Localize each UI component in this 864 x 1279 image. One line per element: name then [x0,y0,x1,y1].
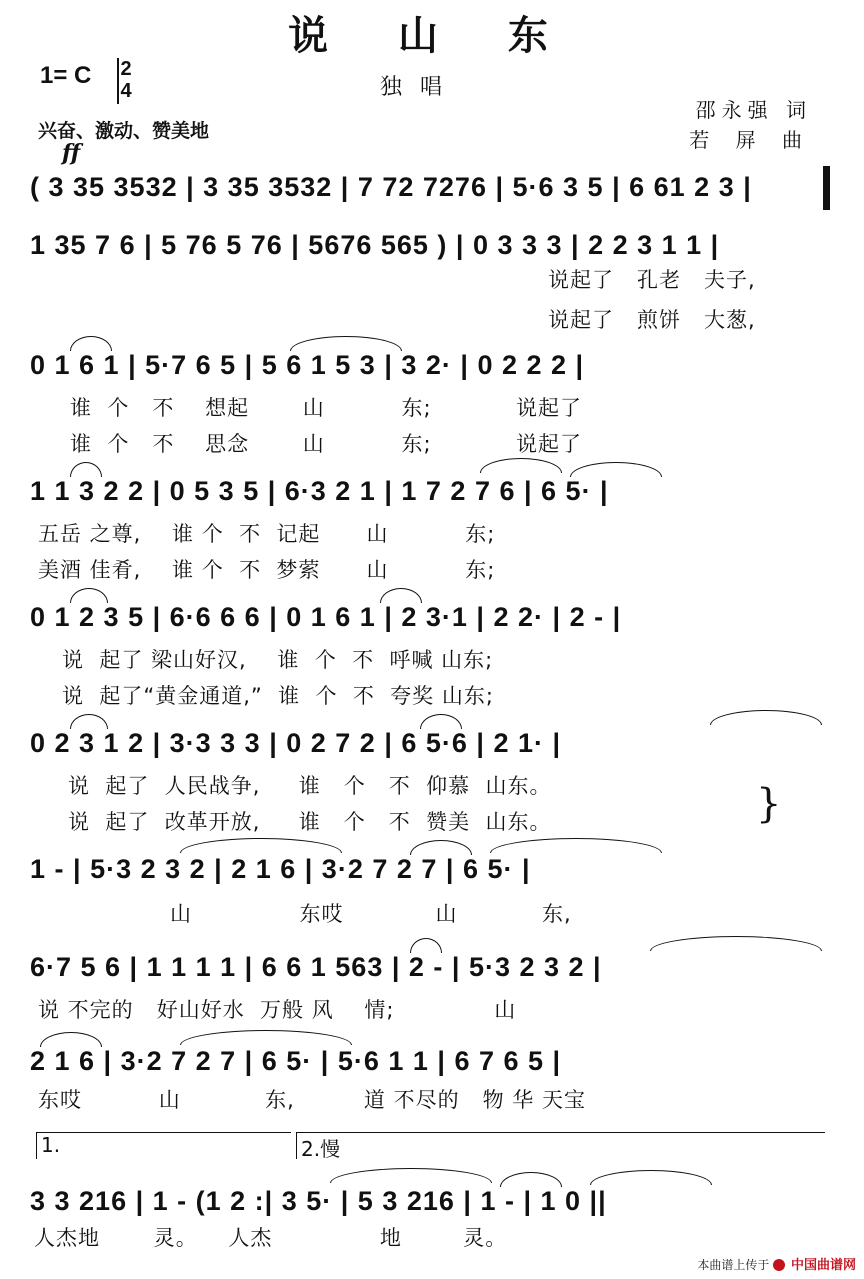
lyric-line: 说起了 煎饼 大葱, [548,308,756,332]
slur [710,710,822,725]
time-signature-bottom: 4 [120,80,132,102]
staff-notes: 1 35 7 6 | 5 76 5 76 | 5676 565 ) | 0 3 3 3 | 2 2 3 1 1 | [30,230,720,260]
composer-credit: 若 屏 曲 [689,128,812,152]
staff-notes: 3 3 216 | 1 - (1 2 :| 3 5· | 5 3 216 | 1 - | 1 0 || [30,1186,607,1216]
staff-notes: 1 - | 5·3 2 3 2 | 2 1 6 | 3·2 7 2 7 | 6 5· | [30,854,531,884]
lyric-line: 说起了 孔老 夫子, [548,268,756,292]
staff-10 [30,1180,830,1228]
key-signature: 1= C [40,62,92,89]
slur [490,838,662,853]
slur [180,838,342,853]
lyric-line: 说 起了 改革开放, 谁 个 不 赞美 山东。 [68,810,552,834]
staff-3 [30,344,830,392]
lyric-line: 美酒 佳肴, 谁 个 不 梦萦 山 东; [38,558,496,582]
staff-notes: 0 1 6 1 | 5·7 6 5 | 5 6 1 5 3 | 3 2· | 0 2 2 2 | [30,350,585,380]
lyric-line: 说 不完的 好山好水 万般 风 情; 山 [38,998,517,1022]
lyric-line: 人杰地 灵。 人杰 地 灵。 [34,1226,508,1250]
staff-7 [30,848,830,896]
lyric-line: 说 起了 梁山好汉, 谁 个 不 呼喊 山东; [62,648,494,672]
lyric-line: 东哎 山 东, 道 不尽的 物 华 天宝 [38,1088,586,1112]
slur [180,1030,352,1045]
lyric-line: 说 起了 人民战争, 谁 个 不 仰慕 山东。 [68,774,552,798]
lyricist-credit: 邵永强 词 [695,98,812,122]
footer-prefix: 本曲谱上传于 [697,1258,770,1272]
staff-9 [30,1040,830,1088]
staff-notes: 2 1 6 | 3·2 7 2 7 | 6 5· | 5·6 1 1 | 6 7 6 5 | [30,1046,562,1076]
slur [290,336,402,351]
lyric-line: 五岳 之尊, 谁 个 不 记起 山 东; [38,522,496,546]
first-ending: 1. [36,1132,291,1159]
song-title: 说 山 东 [288,13,576,59]
slur [40,1032,102,1047]
performance-type: 独唱 [380,75,461,100]
slur [70,588,108,603]
staff-6 [30,722,830,770]
staff-4 [30,470,830,518]
staff-1 [30,166,830,214]
slur [590,1170,712,1185]
footer-site[interactable]: 中国曲谱网 [790,1258,856,1273]
slur [410,938,442,953]
slur [70,462,102,477]
staff-8 [30,946,830,994]
repeat-brace: } [756,781,782,827]
expression-marking: 兴奋、激动、赞美地 [38,120,210,142]
staff-5 [30,596,830,644]
time-signature [114,58,138,102]
second-ending: 2.慢 [296,1132,825,1159]
source-footer [697,1254,856,1273]
site-logo-icon [773,1259,785,1271]
slur [570,462,662,477]
staff-notes: 0 2 3 1 2 | 3·3 3 3 | 0 2 7 2 | 6 5·6 | 2 1· | [30,728,562,758]
staff-notes: ( 3 35 3532 | 3 35 3532 | 7 72 7276 | 5·6 3 5 | 6 61 2 3 | [30,172,752,202]
lyric-line: 山 东哎 山 东, [170,902,572,926]
slur [380,588,422,603]
staff-notes: 1 1 3 2 2 | 0 5 3 5 | 6·3 2 1 | 1 7 2 7 6 | 6 5· | [30,476,609,506]
lyric-line: 谁 个 不 思念 山 东; 说起了 [70,432,583,456]
slur [70,714,108,729]
staff-notes: 0 1 2 3 5 | 6·6 6 6 | 0 1 6 1 | 2 3·1 | 2 2· | 2 - | [30,602,622,632]
slur [500,1172,562,1187]
lyric-line: 谁 个 不 想起 山 东; 说起了 [70,396,583,420]
dynamic-marking: ff [62,140,81,166]
time-signature-top: 2 [120,58,132,80]
slur [410,840,472,855]
lyric-line: 说 起了“黄金通道,” 谁 个 不 夸奖 山东; [62,684,494,708]
slur [650,936,822,951]
slur [330,1168,492,1183]
slur [480,458,562,473]
slur [420,714,462,729]
staff-notes: 6·7 5 6 | 1 1 1 1 | 6 6 1 563 | 2 - | 5·3 2 3 2 | [30,952,602,982]
slur [70,336,112,351]
